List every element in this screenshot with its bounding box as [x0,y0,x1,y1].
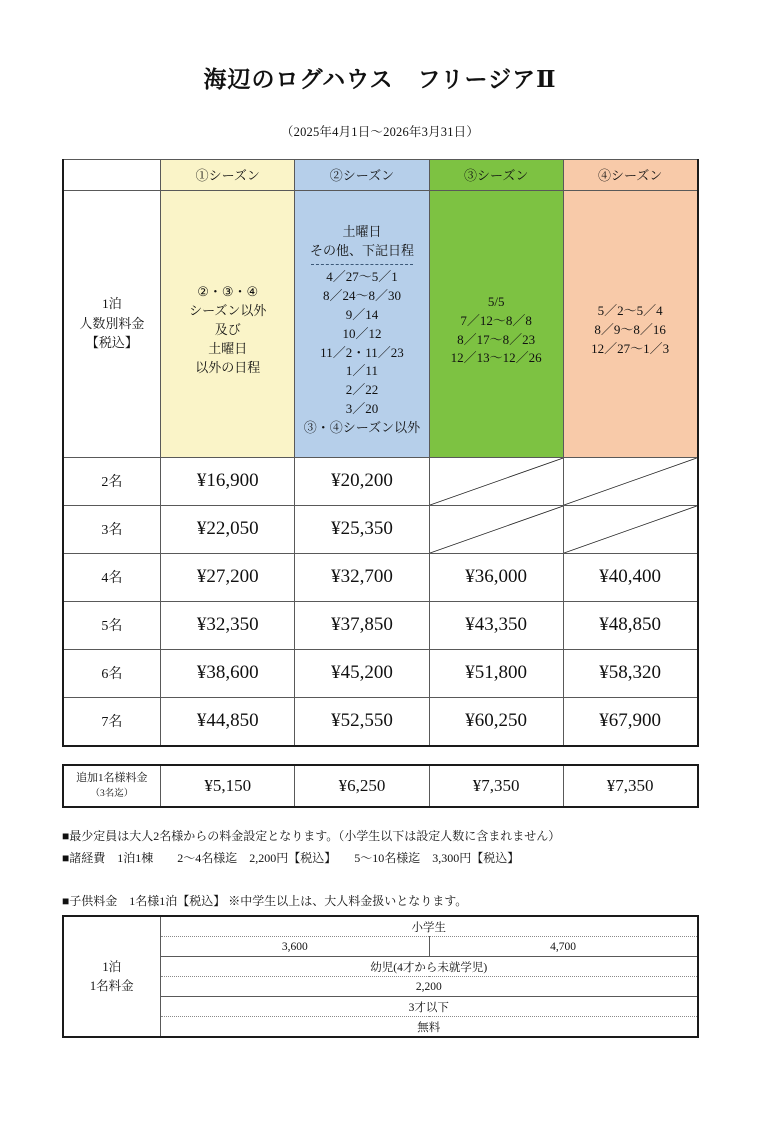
row-label-line-2: 人数別料金 [79,315,145,331]
price-s1: ¥44,850 [161,697,295,746]
row-people-count: 3名 [63,505,161,553]
season-description-row [63,190,698,457]
price-s1: ¥32,350 [161,601,295,649]
price-s3-unavailable [429,457,563,505]
season-2-date-9: ③・④シーズン以外 [303,419,421,435]
price-s1: ¥16,900 [161,457,295,505]
table-row [63,457,698,505]
price-s3-unavailable [429,505,563,553]
price-s3: ¥36,000 [429,553,563,601]
season-2-date-6: 1／11 [345,363,378,379]
price-s2: ¥52,550 [295,697,429,746]
season-2-date-7: 2／22 [345,382,379,398]
season-1-header: ①シーズン [161,159,295,190]
extra-price-s3: ¥7,350 [429,765,563,807]
season-4-date-3: 12／27～1／3 [591,341,670,357]
season-2-date-8: 3／20 [345,401,379,417]
price-s3: ¥60,250 [429,697,563,746]
table-row [63,765,698,807]
price-s2: ¥45,200 [295,649,429,697]
kids-label-line-2: 1名料金 [89,978,134,993]
kids-category-under-three: 3才以下 [161,997,698,1017]
price-s1: ¥38,600 [161,649,295,697]
season-1-desc-line-4: 土曜日 [208,341,248,357]
row-label-line-3: 【税込】 [85,335,138,351]
row-people-count: 4名 [63,553,161,601]
extra-person-label-line-1: 追加1名様料金 [76,771,148,784]
table-row [63,505,698,553]
table-row [63,916,698,937]
kids-price-table-wrapper [62,915,699,1038]
season-4-date-1: 5／2～5／4 [597,303,663,319]
season-4-date-2: 8／9～8／16 [594,322,666,338]
extra-price-s1: ¥5,150 [161,765,295,807]
notes-block [62,825,760,871]
season-3-description [429,190,563,457]
dashed-divider [311,264,412,265]
price-s4: ¥58,320 [563,649,697,697]
season-3-date-2: 7／12～8／8 [460,312,532,328]
season-3-header: ③シーズン [429,159,563,190]
table-row [63,697,698,746]
season-1-desc-line-3: 及び [214,322,241,338]
kids-price-preschool: 2,200 [161,977,698,997]
season-4-description [563,190,697,457]
price-s4-unavailable [563,505,697,553]
price-sheet-page [0,66,760,1140]
extra-price-s4: ¥7,350 [563,765,697,807]
extra-person-label [63,765,161,807]
price-s3: ¥51,800 [429,649,563,697]
price-s1: ¥27,200 [161,553,295,601]
page-title: 海辺のログハウス フリージアⅡ [203,67,557,92]
season-3-date-4: 12／13～12／26 [450,350,542,366]
note-minimum-occupancy: ■最少定員は大人2名様からの料金設定となります。（小学生以下は設定人数に含まれません） [62,828,561,843]
note-misc-fees: ■諸経費 1泊1棟 2～4名様迄 2,200円【税込】 5～10名様迄 3,300円【税込】 [62,851,520,866]
kids-row-label [63,916,161,1037]
season-2-head-line-2: その他、下記日程 [309,243,414,259]
price-s2: ¥20,200 [295,457,429,505]
validity-period: （2025年4月1日～2026年3月31日） [280,124,480,139]
season-2-date-5: 11／2・11／23 [320,344,404,360]
header-corner-empty [63,159,161,190]
season-2-date-2: 8／24～8／30 [322,287,401,303]
extra-price-s2: ¥6,250 [295,765,429,807]
kids-category-elementary: 小学生 [161,916,698,937]
row-label-line-1: 1泊 [102,296,122,312]
season-1-desc-line-2: シーズン以外 [189,303,267,319]
season-3-date-3: 8／17～8／23 [457,331,536,347]
extra-person-label-line-2: （3名迄） [90,788,134,799]
price-s4: ¥67,900 [563,697,697,746]
season-2-description [295,190,429,457]
row-people-count: 6名 [63,649,161,697]
kids-price-under-three: 無料 [161,1017,698,1038]
main-price-table [62,159,699,747]
price-s4: ¥40,400 [563,553,697,601]
season-1-desc-line-5: 以外の日程 [195,359,261,375]
season-2-date-1: 4／27～5／1 [326,269,398,285]
kids-category-preschool: 幼児(4才から未就学児) [161,957,698,977]
price-s2: ¥32,700 [295,553,429,601]
season-2-header: ②シーズン [295,159,429,190]
season-2-date-3: 9／14 [345,306,379,322]
kids-price-table [62,915,699,1038]
main-price-table-wrapper [62,159,699,747]
kids-price-elementary-high: 4,700 [429,937,698,957]
kids-price-elementary-low: 3,600 [161,937,430,957]
price-s1: ¥22,050 [161,505,295,553]
table-row [63,553,698,601]
row-people-count: 7名 [63,697,161,746]
price-s4-unavailable [563,457,697,505]
season-header-row [63,159,698,190]
season-3-date-1: 5/5 [487,293,505,309]
season-1-desc-line-1: ②・③・④ [197,284,259,300]
price-s2: ¥25,350 [295,505,429,553]
price-s3: ¥43,350 [429,601,563,649]
row-people-count: 5名 [63,601,161,649]
table-row [63,649,698,697]
season-1-description [161,190,295,457]
kids-label-line-1: 1泊 [102,959,122,974]
extra-person-table-wrapper [62,764,699,808]
price-s4: ¥48,850 [563,601,697,649]
kids-note: ■子供料金 1名様1泊【税込】 ※中学生以上は、大人料金扱いとなります。 [62,894,468,909]
season-2-date-4: 10／12 [342,325,382,341]
season-4-header: ④シーズン [563,159,697,190]
table-row [63,601,698,649]
extra-person-table [62,764,699,808]
price-s2: ¥37,850 [295,601,429,649]
row-people-count: 2名 [63,457,161,505]
season-2-head-line-1: 土曜日 [342,224,382,240]
main-table-row-label [63,190,161,457]
